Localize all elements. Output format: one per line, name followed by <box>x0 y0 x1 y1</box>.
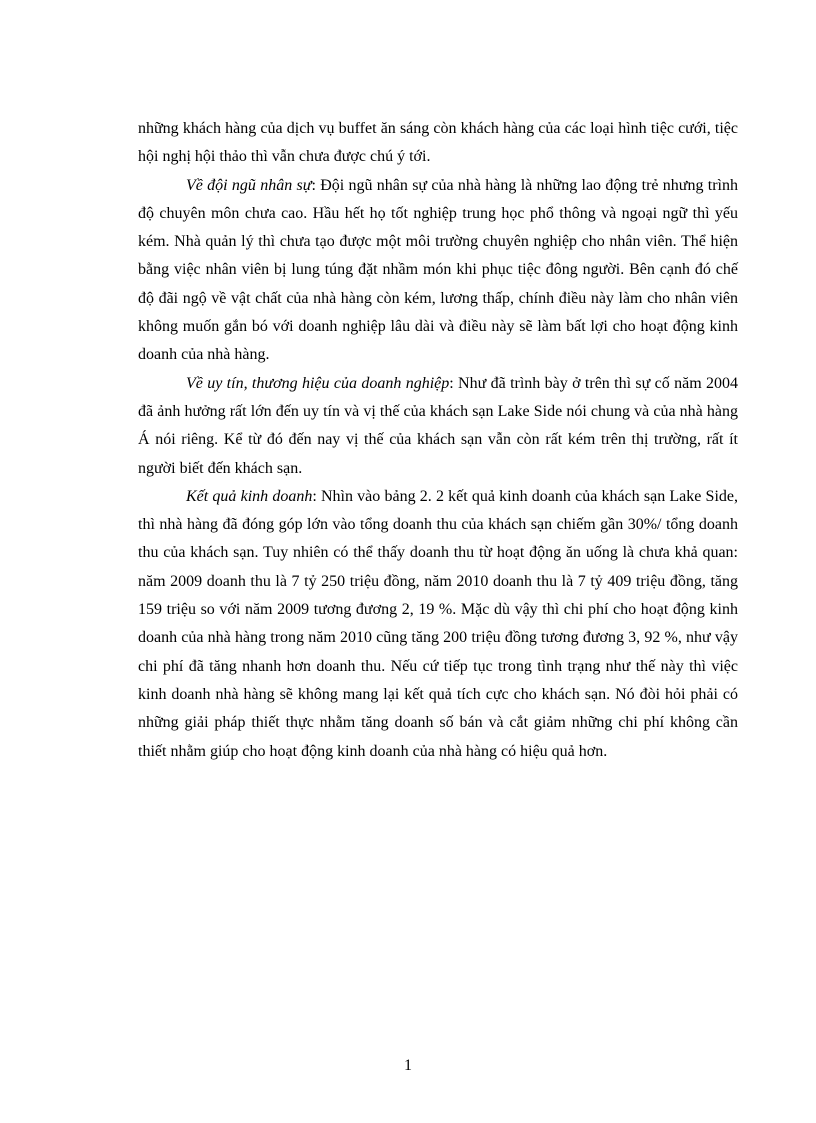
paragraph-lead: Về đội ngũ nhân sự <box>186 176 312 194</box>
paragraph-lead: Về uy tín, thương hiệu của doanh nghiệp <box>186 374 450 392</box>
paragraph-text: : Nhìn vào bảng 2. 2 kết quả kinh doanh của khách sạn Lake Side, thì nhà hàng đã đóng góp lớn vào tổng doanh thu của khách sạn chiếm gần 30%/ tổng doanh thu của khách sạn. Tuy nhiên có thể thấy doanh thu từ hoạt động ăn uống là chưa khả quan: năm 2009 doanh thu là 7 tỷ 250 triệu đồng, năm 2010 doanh thu là 7 tỷ 409 triệu đồng, tăng 159 triệu so với năm 2009 tương đương 2, 19 %. Mặc dù vậy thì chi phí cho hoạt động kinh doanh của nhà hàng trong năm 2010 cũng tăng 200 triệu đồng tương đương 3, 92 %, như vậy chi phí đã tăng nhanh hơn doanh thu. Nếu cứ tiếp tục trong tình trạng như thế này thì việc kinh doanh nhà hàng sẽ không mang lại kết quả tích cực cho khách sạn. Nó đòi hỏi phải có những giải pháp thiết thực nhằm tăng doanh số bán và cắt giảm những chi phí không cần thiết nhằm giúp cho hoạt động kinh doanh của nhà hàng có hiệu quả hơn. <box>138 487 739 760</box>
paragraph-text: những khách hàng của dịch vụ buffet ăn sáng còn khách hàng của các loại hình tiệc cưới, tiệc hội nghị hội thảo thì vẫn chưa được chú ý tới. <box>138 120 738 166</box>
body-text <box>138 115 738 766</box>
paragraph-text: : Đội ngũ nhân sự của nhà hàng là những lao động trẻ nhưng trình độ chuyên môn chưa cao. Hầu hết họ tốt nghiệp trung học phổ thông và ngoại ngữ thì yếu kém. Nhà quản lý thì chưa tạo được một môi trường chuyên nghiệp cho nhân viên. Thể hiện bằng việc nhân viên bị lung túng đặt nhầm món khi phục tiệc đông người. Bên cạnh đó chế độ đãi ngộ về vật chất của nhà hàng còn kém, lương thấp, chính điều này làm cho nhân viên không muốn gắn bó với doanh nghiệp lâu dài và điều này sẽ làm bất lợi cho hoạt động kinh doanh của nhà hàng. <box>138 176 738 364</box>
paragraph-text: : Như đã trình bày ở trên thì sự cố năm 2004 đã ảnh hưởng rất lớn đến uy tín và vị thế của khách sạn Lake Side nói chung và của nhà hàng Á nói riêng. Kể từ đó đến nay vị thế của khách sạn vẫn còn rất kém trên thị trường, rất ít người biết đến khách sạn. <box>138 374 738 477</box>
paragraph-business-results <box>138 483 738 766</box>
paragraph-reputation <box>138 370 738 483</box>
paragraph-staff <box>138 172 738 370</box>
paragraph-lead: Kết quả kinh doanh <box>186 487 313 505</box>
page-number: 1 <box>404 1057 412 1074</box>
paragraph-continuation <box>138 115 738 172</box>
